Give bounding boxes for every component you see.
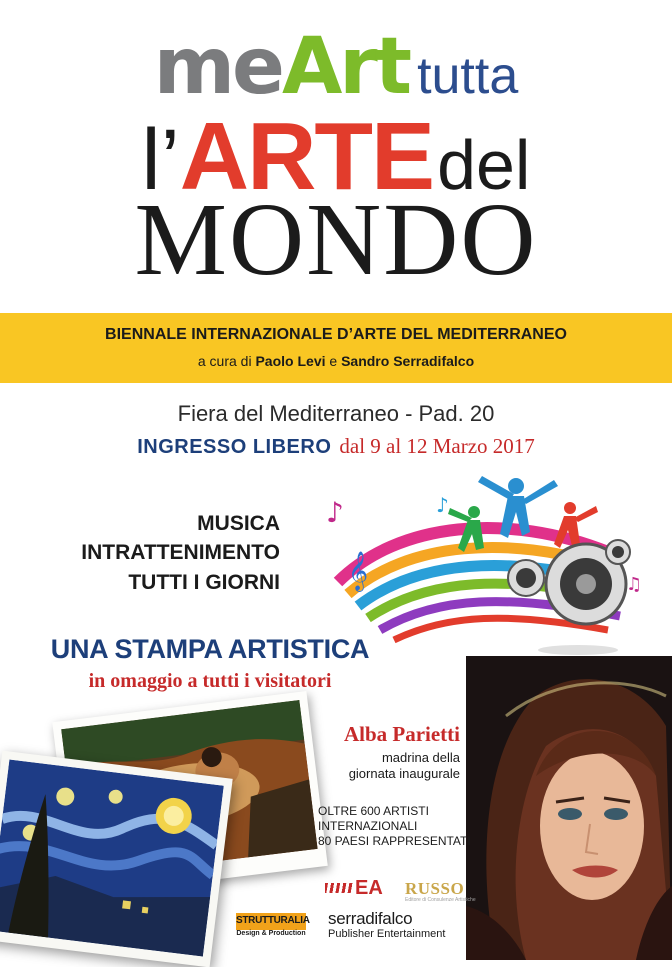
title-l: l’ xyxy=(141,112,180,208)
sponsor-serradifalco-logo: serradifalco xyxy=(328,909,413,928)
banner-title: BIENNALE INTERNAZIONALE D’ARTE DEL MEDITERRANEO xyxy=(105,326,567,343)
alba-parietti-portrait xyxy=(466,656,672,960)
free-entry-label: INGRESSO LIBERO xyxy=(137,436,332,458)
starry-night-painting-image xyxy=(0,759,224,956)
music-line-1: MUSICA xyxy=(197,512,280,535)
sponsor-russo-subtitle: Editore di Consulenze Artistiche xyxy=(405,897,476,903)
svg-text:♪: ♪ xyxy=(436,493,449,517)
ea-logo-text: EA xyxy=(355,877,383,899)
ea-stripes-icon xyxy=(325,883,353,893)
guest-name: Alba Parietti xyxy=(343,722,460,746)
music-line-3: TUTTI I GIORNI xyxy=(128,571,280,594)
svg-text:♪: ♪ xyxy=(326,496,344,529)
curator-conj: e xyxy=(329,353,338,369)
title-del: del xyxy=(437,126,531,204)
curator-2: Sandro Serradifalco xyxy=(341,353,475,369)
print-subline: in omaggio a tutti i visitatori xyxy=(88,670,332,692)
print-headline: UNA STAMPA ARTISTICA xyxy=(50,634,370,664)
title-mondo: MONDO xyxy=(134,182,538,297)
event-dates: dal 9 al 12 Marzo 2017 xyxy=(339,434,535,458)
curated-prefix: a cura di xyxy=(197,353,252,369)
venue-text: Fiera del Mediterraneo - Pad. 20 xyxy=(177,401,495,426)
title-art: Art xyxy=(281,22,410,112)
svg-text:♫: ♫ xyxy=(626,574,642,595)
sponsor-russo-logo: RUSSO xyxy=(405,879,465,898)
biennale-banner xyxy=(0,313,672,383)
strutturalia-subtitle: Design & Production xyxy=(236,930,306,937)
music-dancers-graphic xyxy=(308,472,642,658)
stat-international: INTERNAZIONALI xyxy=(318,819,418,833)
art-print-starry-night xyxy=(0,751,233,967)
strutturalia-text: STRUTTURALIA xyxy=(236,915,310,926)
sponsor-serradifalco-subtitle: Publisher Entertainment xyxy=(328,928,446,940)
banner-curators xyxy=(0,353,672,369)
title-me: me xyxy=(153,22,282,112)
title-line-1 xyxy=(0,22,672,112)
svg-text:𝄞: 𝄞 xyxy=(348,551,369,591)
music-line-2: INTRATTENIMENTO xyxy=(81,541,280,564)
title-tutta: tutta xyxy=(417,47,519,105)
title-arte: ARTE xyxy=(179,103,434,210)
guest-role-line-2: giornata inaugurale xyxy=(348,766,460,781)
sponsor-ea-logo xyxy=(323,877,391,901)
stat-countries: 80 PAESI RAPPRESENTATI xyxy=(318,834,471,848)
stat-artists: OLTRE 600 ARTISTI xyxy=(318,804,429,818)
sponsor-strutturalia-logo xyxy=(236,913,310,939)
dates-line xyxy=(0,434,672,459)
dancer-figures xyxy=(448,476,598,552)
curator-1: Paolo Levi xyxy=(255,353,326,369)
guest-role-line-1: madrina della xyxy=(381,750,460,765)
